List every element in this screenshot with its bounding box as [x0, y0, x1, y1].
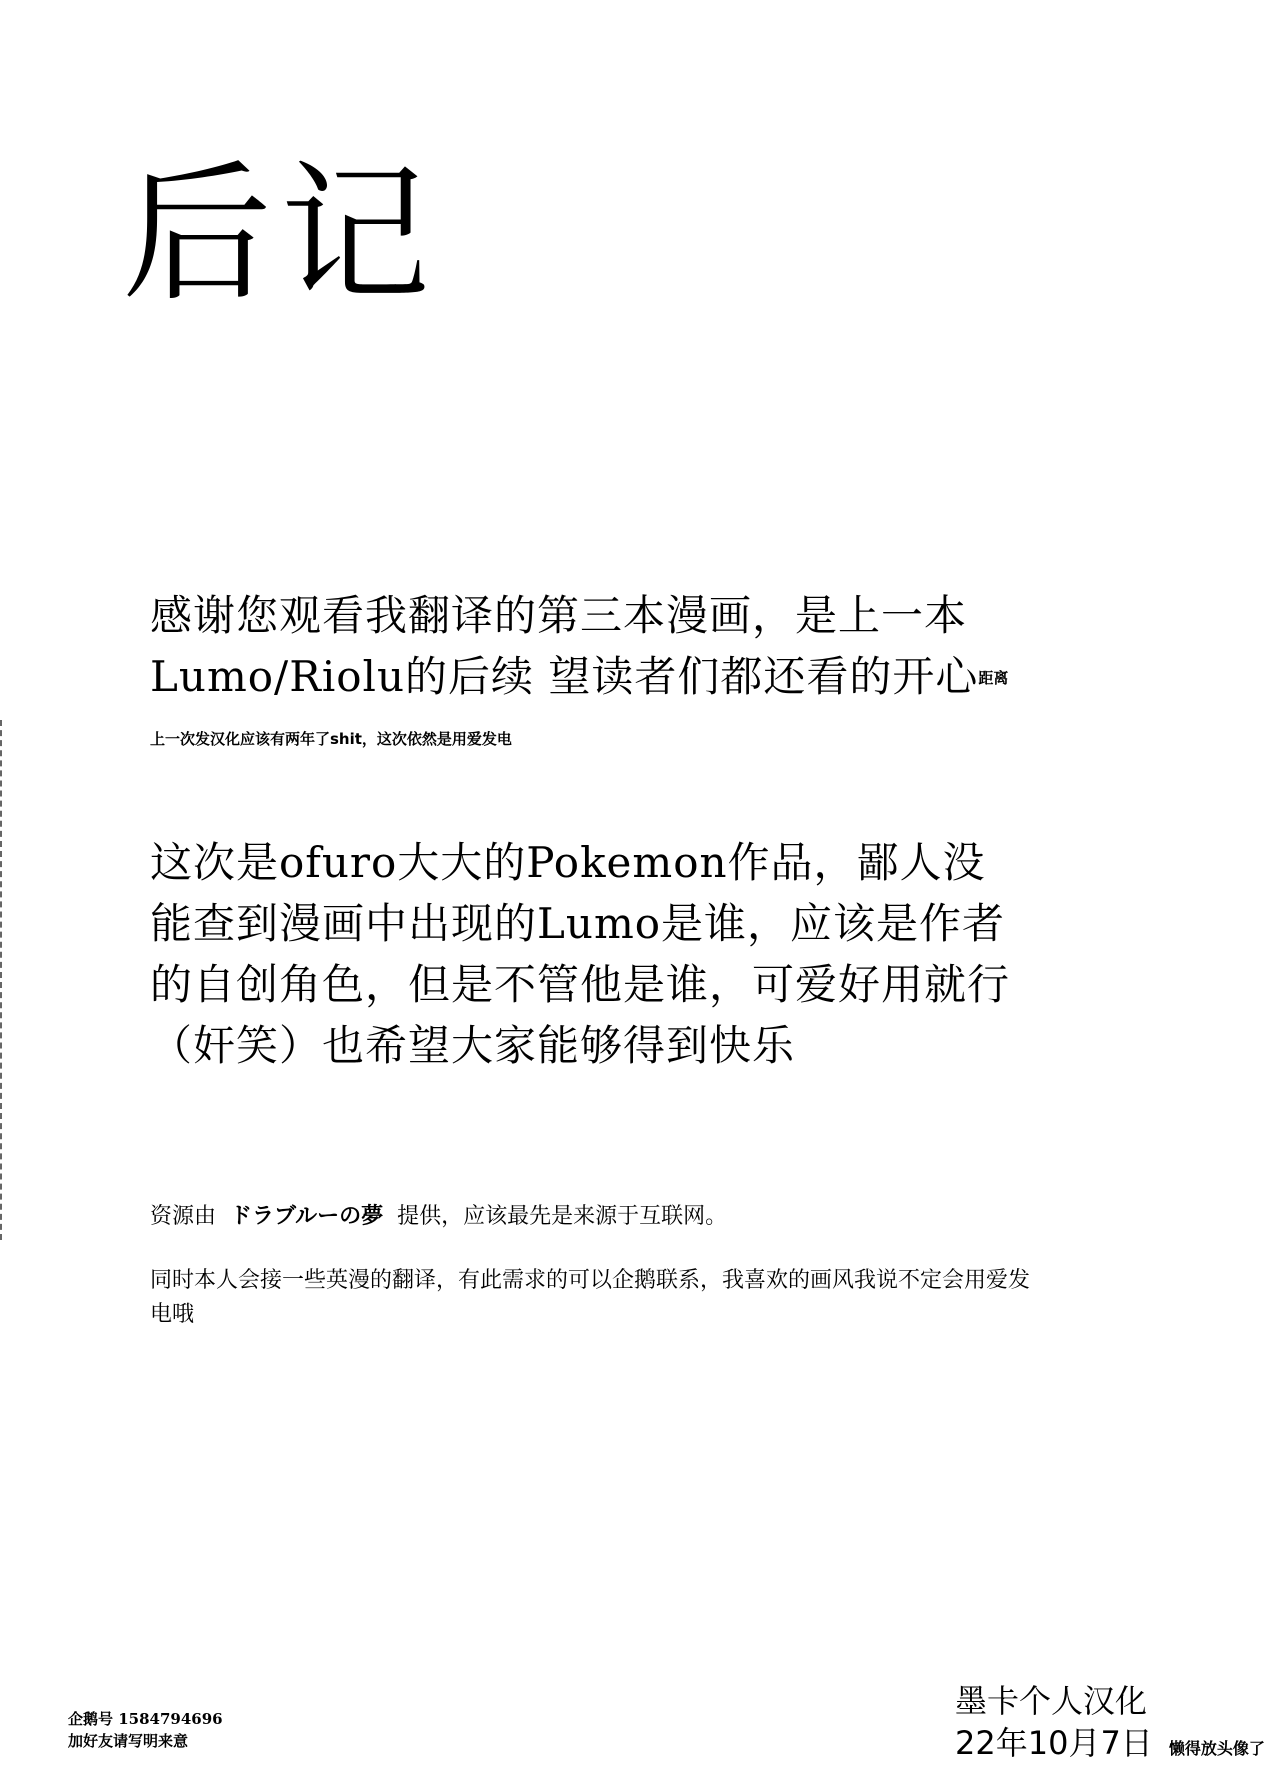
source-suffix: 提供，应该最先是来源于互联网。: [397, 1204, 728, 1229]
contact-block: [68, 1708, 223, 1752]
signature-group: 墨卡个人汉化: [955, 1682, 1148, 1720]
page-edge-marks: [0, 720, 4, 1240]
contact-note: 加好友请写明来意: [68, 1732, 189, 1750]
request-line: 同时本人会接一些英漫的翻译，有此需求的可以企鹅联系，我喜欢的画风我说不定会用爱发电哦: [150, 1268, 1031, 1327]
source-prefix: 资源由: [150, 1204, 217, 1229]
thanks-note: 距离上一次发汉化应该有两年了shit，这次依然是用爱发电: [150, 669, 1009, 748]
page-title: 后记: [122, 148, 439, 322]
contact-qq: 企鹅号 1584794696: [68, 1710, 223, 1728]
source-provider: ドラブルーの夢: [230, 1204, 384, 1229]
about-paragraph: 这次是ofuro大大的Pokemon作品，鄙人没能查到漫画中出现的Lumo是谁，应该是作者的自创角色，但是不管他是谁，可爱好用就行（奸笑）也希望大家能够得到快乐: [150, 838, 1011, 1070]
source-line: [150, 1200, 1030, 1234]
signature-date: 22年10月7日: [955, 1724, 1153, 1762]
signature-note: 懒得放头像了: [1168, 1739, 1265, 1758]
thanks-paragraph: [150, 585, 1010, 768]
signature-block: [955, 1680, 1265, 1770]
thanks-text: 感谢您观看我翻译的第三本漫画，是上一本 Lumo/Riolu的后续 望读者们都还看的开心: [150, 591, 979, 701]
